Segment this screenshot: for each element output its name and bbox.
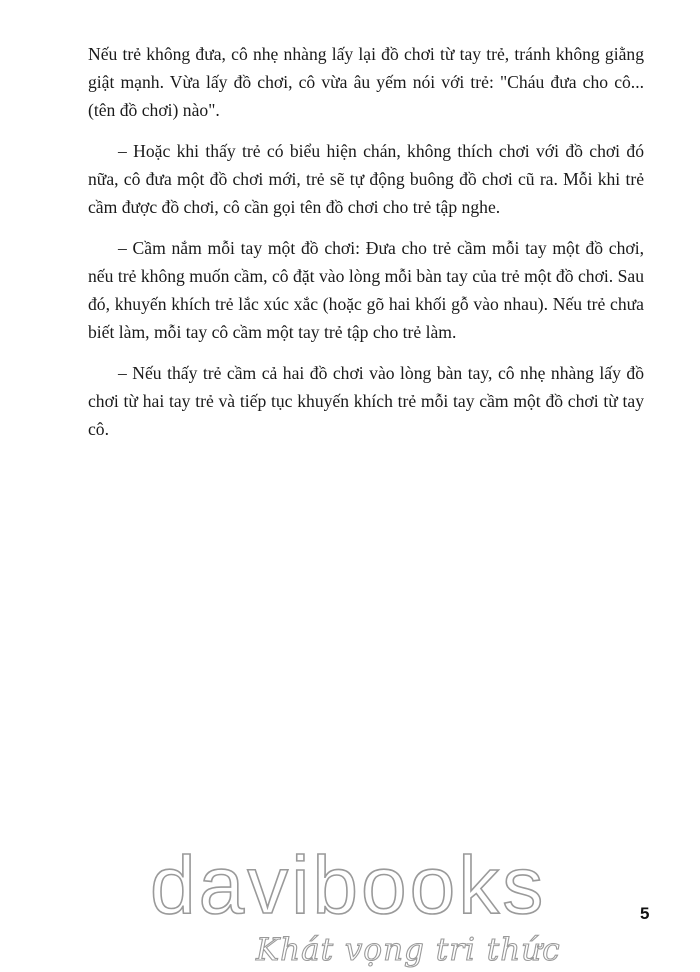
watermark-brand: davibooks (150, 840, 547, 931)
paragraph-1: Nếu trẻ không đưa, cô nhẹ nhàng lấy lại đồ chơi từ tay trẻ, tránh không giằng giật mạnh. Vừa lấy đồ chơi, cô vừa âu yếm nói với trẻ: "Cháu đưa cho cô... (tên đồ chơi) nào". (88, 44, 644, 120)
paragraph-4: – Nếu thấy trẻ cầm cả hai đồ chơi vào lòng bàn tay, cô nhẹ nhàng lấy đồ chơi từ hai tay trẻ và tiếp tục khuyến khích trẻ mỗi tay cầm một đồ chơi từ tay cô. (88, 363, 644, 439)
watermark-logo (0, 830, 700, 972)
watermark-tagline: Khát vọng tri thức (256, 932, 561, 968)
watermark (0, 830, 700, 972)
page-number: 5 (640, 904, 650, 923)
paragraph-2: – Hoặc khi thấy trẻ có biểu hiện chán, không thích chơi với đồ chơi đó nữa, cô đưa một đồ chơi mới, trẻ sẽ tự động buông đồ chơi cũ ra. Mỗi khi trẻ cầm được đồ chơi, cô cần gọi tên đồ chơi cho trẻ tập nghe. (88, 141, 644, 217)
paragraph-3: – Cầm nắm mỗi tay một đồ chơi: Đưa cho trẻ cầm mỗi tay một đồ chơi, nếu trẻ không muốn cầm, cô đặt vào lòng mỗi bàn tay của trẻ một đồ chơi. Sau đó, khuyến khích trẻ lắc xúc xắc (hoặc gõ hai khối gỗ vào nhau). Nếu trẻ chưa biết làm, mỗi tay cô cầm một tay trẻ tập cho trẻ làm. (88, 238, 644, 342)
document-body (88, 40, 644, 456)
